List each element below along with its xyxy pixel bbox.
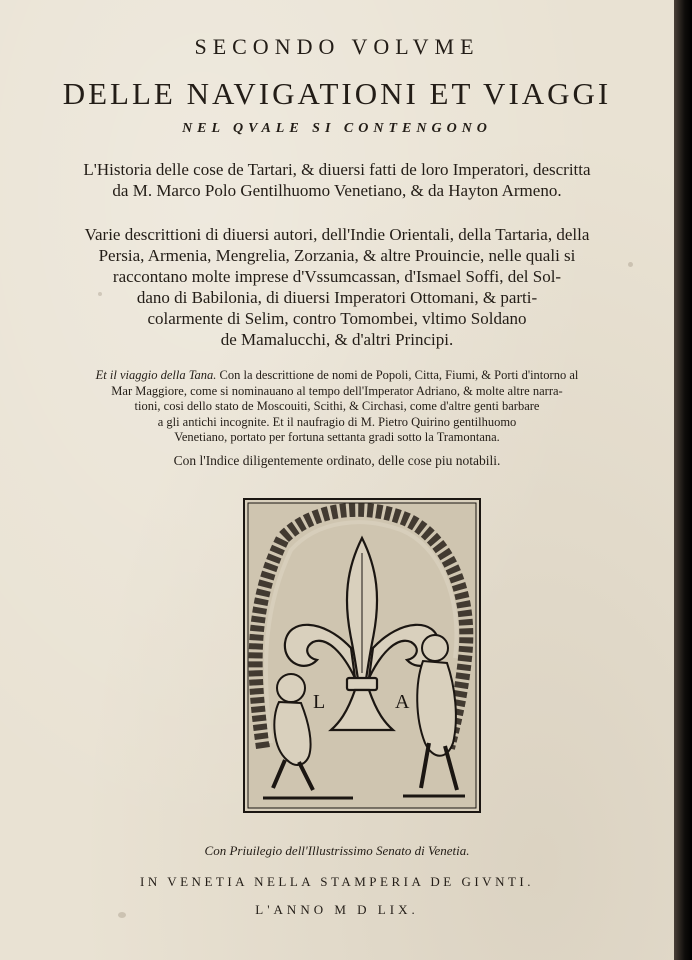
book-edge-shadow bbox=[674, 0, 692, 960]
paper-stain bbox=[98, 292, 102, 296]
text-line bbox=[0, 368, 674, 384]
paper-stain bbox=[118, 912, 126, 918]
imprint-line: IN VENETIA NELLA STAMPERIA DE GIVNTI. bbox=[140, 874, 534, 889]
text-line: tioni, cosi dello stato de Moscouiti, Scithi, & Circhasi, come d'altre genti barbare bbox=[134, 399, 540, 414]
paragraph-marco-polo bbox=[0, 159, 674, 201]
privilege-line: Con Priuilegio dell'Illustrissimo Senato di Venetia. bbox=[204, 843, 470, 858]
text-line: Varie descrittioni di diuersi autori, dell'Indie Orientali, della Tartaria, della bbox=[84, 225, 590, 244]
paper-stain bbox=[628, 262, 633, 267]
text-line: Venetiano, portato per fortuna settanta gradi sotto la Tramontana. bbox=[174, 430, 500, 445]
volume-heading: SECONDO VOLVME bbox=[194, 34, 480, 59]
text-line: a gli antichi incognite. Et il naufragio di M. Pietro Quirino gentilhuomo bbox=[157, 414, 517, 429]
text-line: Persia, Armenia, Mengrelia, Zorzania, & altre Prouincie, nelle quali si bbox=[98, 246, 576, 265]
text-line: L'Historia delle cose de Tartari, & diuersi fatti de loro Imperatori, descritta bbox=[83, 160, 591, 179]
woodcut-illustration bbox=[243, 498, 481, 813]
text-line: Mar Maggiore, come si nominauano al tempo dell'Imperator Adriano, & molte altre narra- bbox=[111, 383, 563, 398]
printers-device-woodcut bbox=[243, 498, 481, 813]
text-line: colarmente di Selim, contro Tomombei, vltimo Soldano bbox=[147, 309, 527, 328]
text-line: de Mamalucchi, & d'altri Principi. bbox=[220, 330, 454, 349]
device-letter-l: L bbox=[313, 691, 326, 713]
paragraph-descriptions bbox=[0, 224, 674, 350]
text-line: dano di Babilonia, di diuersi Imperatori Ottomani, & parti- bbox=[136, 288, 538, 307]
subtitle-contents: NEL QVALE SI CONTENGONO bbox=[182, 121, 492, 136]
year-line: L'ANNO M D LIX. bbox=[255, 902, 419, 917]
text-line: raccontano molte imprese d'Vssumcassan, d'Ismael Soffi, del Sol- bbox=[112, 267, 562, 286]
device-letter-a: A bbox=[395, 691, 410, 713]
index-note: Con l'Indice diligentemente ordinato, delle cose piu notabili. bbox=[173, 453, 501, 468]
paragraph-tana-voyage bbox=[0, 368, 674, 446]
main-title: DELLE NAVIGATIONI ET VIAGGI bbox=[62, 76, 612, 111]
tana-lead: Et il viaggio della Tana. bbox=[95, 368, 217, 382]
tana-first-line: Con la descrittione de nomi de Popoli, Citta, Fiumi, & Porti d'intorno al bbox=[219, 368, 579, 382]
text-line: da M. Marco Polo Gentilhuomo Venetiano, & da Hayton Armeno. bbox=[112, 181, 562, 200]
